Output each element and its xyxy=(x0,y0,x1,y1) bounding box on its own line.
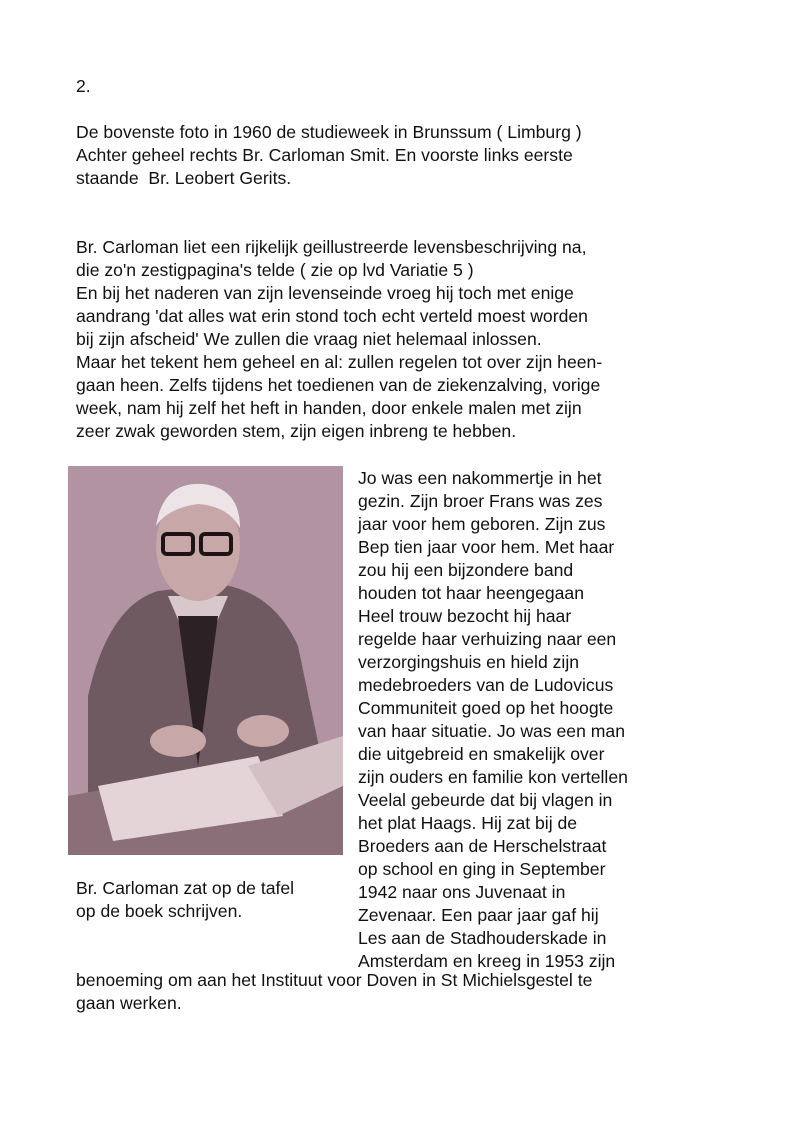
text-line: 1942 naar ons Juvenaat in xyxy=(358,882,566,902)
text-line: Br. Carloman zat op de tafel xyxy=(76,878,295,898)
text-line: benoeming om aan het Instituut voor Doven in St Michielsgestel te xyxy=(76,970,593,990)
closing-text xyxy=(76,969,592,1015)
text-line: jaar voor hem geboren. Zijn zus xyxy=(358,514,606,534)
text-line: gaan heen. Zelfs tijdens het toedienen van de ziekenzalving, vorige xyxy=(76,375,601,395)
text-line: die zo'n zestigpagina's telde ( zie op lvd Variatie 5 ) xyxy=(76,260,474,280)
text-line: Broeders aan de Herschelstraat xyxy=(358,836,607,856)
text-line: die uitgebreid en smakelijk over xyxy=(358,744,605,764)
text-line: zou hij een bijzondere band xyxy=(358,560,574,580)
right-column-text xyxy=(358,467,628,973)
text-line: zeer zwak geworden stem, zijn eigen inbreng te hebben. xyxy=(76,421,517,441)
text-line: staande Br. Leobert Gerits. xyxy=(76,168,292,188)
text-line: regelde haar verhuizing naar een xyxy=(358,629,617,649)
text-line: aandrang 'dat alles wat erin stond toch echt verteld moest worden xyxy=(76,306,588,326)
text-line: op school en ging in September xyxy=(358,859,606,879)
main-paragraph xyxy=(76,236,602,443)
text-line: Zevenaar. Een paar jaar gaf hij xyxy=(358,905,599,925)
text-line: bij zijn afscheid' We zullen die vraag niet helemaal inlossen. xyxy=(76,329,542,349)
text-line: het plat Haags. Hij zat bij de xyxy=(358,813,578,833)
text-line: Maar het tekent hem geheel en al: zullen regelen tot over zijn heen- xyxy=(76,352,603,372)
text-line: op de boek schrijven. xyxy=(76,901,243,921)
page-number-text: 2. xyxy=(76,76,91,96)
text-line: Achter geheel rechts Br. Carloman Smit. En voorste links eerste xyxy=(76,145,573,165)
text-line: Amsterdam en kreeg in 1953 zijn xyxy=(358,951,616,971)
text-line: Communiteit goed op het hoogte xyxy=(358,698,614,718)
page-number xyxy=(76,75,91,98)
portrait-illustration xyxy=(68,466,343,855)
text-line: En bij het naderen van zijn levenseinde vroeg hij toch met enige xyxy=(76,283,574,303)
text-line: van haar situatie. Jo was een man xyxy=(358,721,625,741)
text-line: De bovenste foto in 1960 de studieweek in Brunssum ( Limburg ) xyxy=(76,122,582,142)
photo-caption xyxy=(76,877,294,923)
text-line: week, nam hij zelf het heft in handen, door enkele malen met zijn xyxy=(76,398,582,418)
text-line: medebroeders van de Ludovicus xyxy=(358,675,614,695)
text-line: Les aan de Stadhouderskade in xyxy=(358,928,607,948)
text-line: Br. Carloman liet een rijkelijk geillustreerde levensbeschrijving na, xyxy=(76,237,587,257)
text-line: Heel trouw bezocht hij haar xyxy=(358,606,572,626)
text-line: houden tot haar heengegaan xyxy=(358,583,584,603)
text-line: verzorgingshuis en hield zijn xyxy=(358,652,580,672)
text-line: Bep tien jaar voor hem. Met haar xyxy=(358,537,615,557)
text-line: Jo was een nakommertje in het xyxy=(358,468,602,488)
portrait-photo xyxy=(68,466,343,855)
text-line: Veelal gebeurde dat bij vlagen in xyxy=(358,790,613,810)
text-line: zijn ouders en familie kon vertellen xyxy=(358,767,628,787)
text-line: gaan werken. xyxy=(76,993,182,1013)
intro-text xyxy=(76,98,582,190)
text-line: gezin. Zijn broer Frans was zes xyxy=(358,491,603,511)
